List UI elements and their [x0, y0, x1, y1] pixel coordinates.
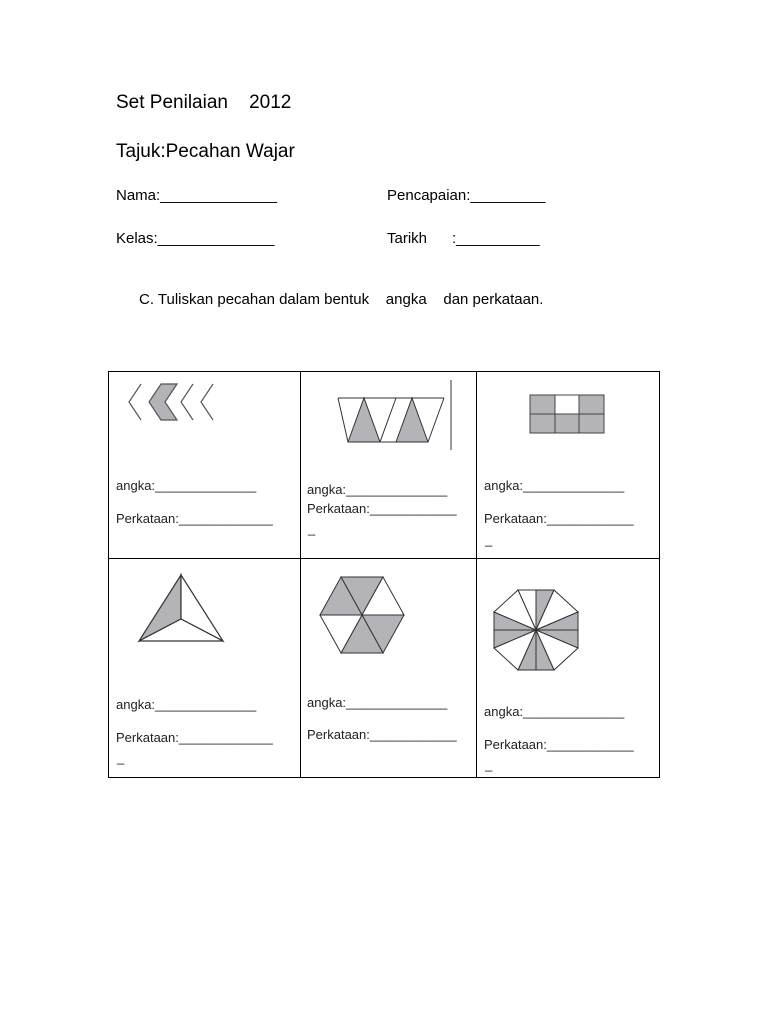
name-field[interactable]: Nama:______________	[116, 187, 277, 204]
question-cell-5	[301, 559, 477, 778]
topic-title: Tajuk:Pecahan Wajar	[116, 141, 295, 162]
triangle-strip-icon	[336, 378, 456, 450]
fraction-question-grid	[108, 371, 660, 778]
words-answer-field[interactable]: Perkataan:____________	[484, 737, 634, 752]
question-cell-4	[109, 559, 301, 778]
words-answer-field[interactable]: Perkataan:_____________	[116, 511, 273, 526]
words-answer-field[interactable]: Perkataan:____________	[307, 727, 457, 742]
words-answer-field[interactable]: Perkataan:_____________	[116, 730, 273, 745]
class-field[interactable]: Kelas:______________	[116, 230, 275, 247]
page-title: Set Penilaian 2012	[116, 92, 292, 113]
divided-octagon-icon	[491, 587, 581, 673]
question-cell-6	[477, 559, 660, 778]
line-continuation: _	[308, 521, 316, 536]
line-continuation: _	[117, 750, 125, 765]
question-cell-2	[301, 372, 477, 559]
divided-triangle-icon	[137, 573, 227, 645]
number-answer-field[interactable]: angka:______________	[116, 478, 257, 493]
number-answer-field[interactable]: angka:______________	[116, 697, 257, 712]
question-cell-3	[477, 372, 660, 559]
number-answer-field[interactable]: angka:______________	[307, 695, 448, 710]
words-answer-field[interactable]: Perkataan:____________	[484, 511, 634, 526]
achievement-field[interactable]: Pencapaian:_________	[387, 187, 546, 204]
line-continuation: _	[485, 757, 493, 772]
question-cell-1	[109, 372, 301, 559]
date-field[interactable]: Tarikh :__________	[387, 230, 540, 247]
number-answer-field[interactable]: angka:______________	[484, 704, 625, 719]
number-answer-field[interactable]: angka:______________	[484, 478, 625, 493]
number-answer-field[interactable]: angka:______________	[307, 482, 448, 497]
chevron-arrows-icon	[127, 382, 227, 422]
divided-hexagon-icon	[317, 569, 407, 661]
words-answer-field[interactable]: Perkataan:____________	[307, 501, 457, 516]
instruction-text: C. Tuliskan pecahan dalam bentuk angka dan perkataan.	[139, 291, 544, 308]
rectangle-grid-icon	[529, 394, 607, 434]
line-continuation: _	[485, 532, 493, 547]
